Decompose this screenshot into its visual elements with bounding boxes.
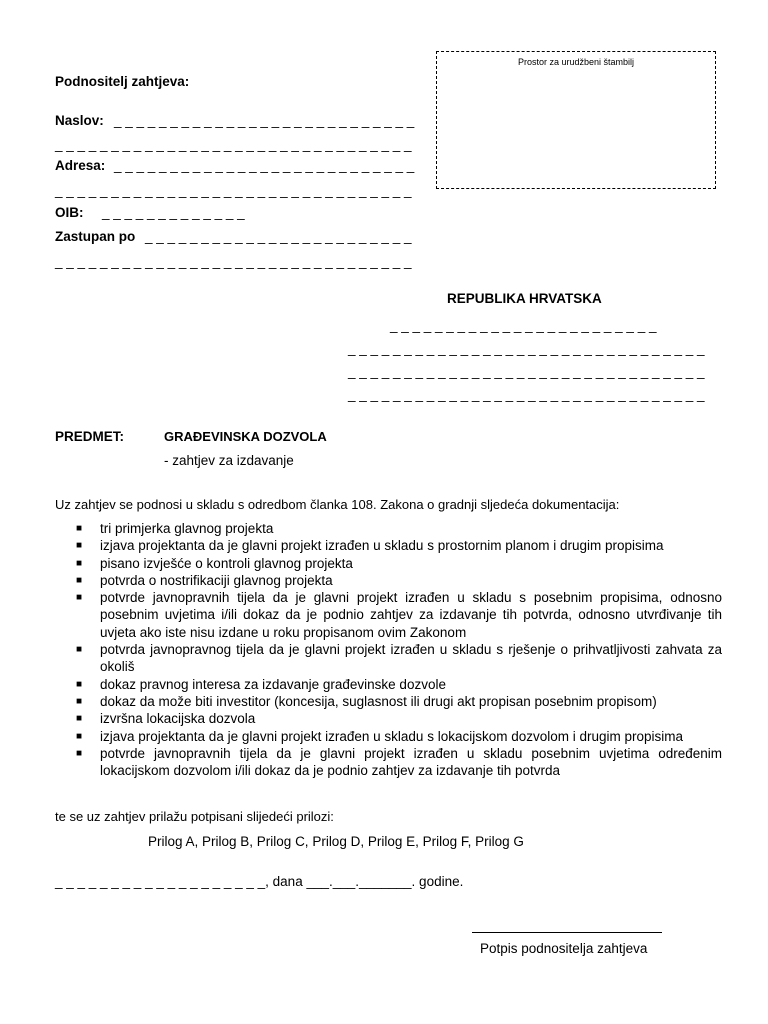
bullet-icon: ■ (76, 644, 83, 656)
list-item: ■ potvrda o nostrifikaciji glavnog projekta (76, 572, 333, 588)
list-item: ■ dokaz da može biti investitor (koncesija, suglasnost ili drugi akt propisan posebnim propisom) (76, 693, 657, 709)
subject-subtitle: - zahtjev za izdavanje (164, 453, 294, 468)
bullet-icon: ■ (76, 678, 83, 690)
bullet-icon: ■ (76, 574, 83, 586)
list-item: ■ izjava projektanta da je glavni projekt izrađen u skladu s lokacijskom dozvolom i drugim propisima (76, 728, 684, 744)
recipient-country: REPUBLIKA HRVATSKA (447, 291, 602, 306)
bullet-icon: ■ (76, 730, 83, 742)
represented-line-2[interactable]: _ _ _ _ _ _ _ _ _ _ _ _ _ _ _ _ _ _ _ _ _ _ _ _ _ _ _ _ _ _ _ _ (55, 254, 412, 269)
documentation-list (76, 520, 722, 779)
list-item: ■ potvrde javnopravnih tijela da je glavni projekt izrađen u skladu s posebnim propisima, odnosno posebnim uvjetima i/ili dokaz da je podnio zahtjev za izdavanje tih potvrda, odnosno utvrđivanje tih uvjeta ako iste nisu izdane u roku propisanom ovim Zakonom (76, 590, 722, 640)
adresa-label: Adresa: (55, 158, 106, 173)
list-item: ■ tri primjerka glavnog projekta (76, 521, 274, 536)
signature-line[interactable] (472, 932, 662, 933)
adresa-line-2[interactable]: _ _ _ _ _ _ _ _ _ _ _ _ _ _ _ _ _ _ _ _ _ _ _ _ _ _ _ _ _ _ _ _ (55, 183, 412, 198)
stamp-label: Prostor za urudžbeni štambilj (517, 57, 635, 67)
recipient-line-1[interactable]: _ _ _ _ _ _ _ _ _ _ _ _ _ _ _ _ _ _ _ _ _ _ _ _ (390, 318, 657, 333)
recipient-line-4[interactable]: _ _ _ _ _ _ _ _ _ _ _ _ _ _ _ _ _ _ _ _ _ _ _ _ _ _ _ _ _ _ _ _ (348, 387, 705, 402)
bullet-icon: ■ (76, 540, 83, 552)
bullet-icon: ■ (76, 592, 83, 604)
applicant-label: Podnositelj zahtjeva: (55, 74, 190, 89)
bullet-icon: ■ (76, 713, 83, 725)
address-line-2[interactable]: _ _ _ _ _ _ _ _ _ _ _ _ _ _ _ _ _ _ _ _ _ _ _ _ _ _ _ _ _ _ _ _ (55, 137, 412, 152)
recipient-line-2[interactable]: _ _ _ _ _ _ _ _ _ _ _ _ _ _ _ _ _ _ _ _ _ _ _ _ _ _ _ _ _ _ _ _ (348, 341, 705, 356)
place-date-line[interactable]: _ _ _ _ _ _ _ _ _ _ _ _ _ _ _ _ _ _ _, dana ___.___._______. godine. (55, 874, 464, 889)
represented-line-1[interactable]: _ _ _ _ _ _ _ _ _ _ _ _ _ _ _ _ _ _ _ _ _ _ _ _ (145, 229, 412, 244)
subject-title: GRAĐEVINSKA DOZVOLA (164, 429, 327, 444)
subject-label: PREDMET: (55, 429, 125, 444)
signature-label: Potpis podnositelja zahtjeva (480, 941, 648, 956)
adresa-line-1[interactable]: _ _ _ _ _ _ _ _ _ _ _ _ _ _ _ _ _ _ _ _ _ _ _ _ _ _ _ (114, 158, 415, 173)
stamp-area (436, 51, 716, 189)
attachments-intro: te se uz zahtjev prilažu potpisani slijedeći prilozi: (55, 809, 334, 824)
oib-label: OIB: (55, 205, 84, 220)
bullet-icon: ■ (76, 747, 83, 759)
address-line-1[interactable]: _ _ _ _ _ _ _ _ _ _ _ _ _ _ _ _ _ _ _ _ _ _ _ _ _ _ _ (114, 113, 415, 128)
oib-line[interactable]: _ _ _ _ _ _ _ _ _ _ _ _ _ (102, 205, 245, 220)
represented-label: Zastupan po (55, 229, 136, 244)
list-item: ■ izvršna lokacijska dozvola (76, 711, 256, 727)
list-item: ■ dokaz pravnog interesa za izdavanje građevinske dozvole (76, 676, 446, 692)
recipient-line-3[interactable]: _ _ _ _ _ _ _ _ _ _ _ _ _ _ _ _ _ _ _ _ _ _ _ _ _ _ _ _ _ _ _ _ (348, 364, 705, 379)
bullet-icon: ■ (76, 523, 83, 534)
list-item: ■ izjava projektanta da je glavni projekt izrađen u skladu s prostornim planom i drugim propisima (76, 538, 664, 554)
bullet-icon: ■ (76, 695, 83, 707)
bullet-icon: ■ (76, 557, 83, 569)
address-label: Naslov: (55, 113, 104, 128)
documentation-intro: Uz zahtjev se podnosi u skladu s odredbom članka 108. Zakona o gradnji sljedeća dokumentacija: (55, 497, 620, 512)
list-item: ■ pisano izvješće o kontroli glavnog projekta (76, 555, 353, 571)
list-item: ■ potvrda javnopravnog tijela da je glavni projekt izrađen u skladu s rješenje o prihvatljivosti zahvata za okoliš (76, 642, 722, 675)
attachments-list: Prilog A, Prilog B, Prilog C, Prilog D, Prilog E, Prilog F, Prilog G (148, 834, 524, 849)
list-item: ■ potvrde javnopravnih tijela da je glavni projekt izrađen u skladu posebnim uvjetima određenim lokacijskom dozvolom i/ili dokaz da je podnio zahtjev za izdavanje tih potvrda (76, 745, 722, 779)
